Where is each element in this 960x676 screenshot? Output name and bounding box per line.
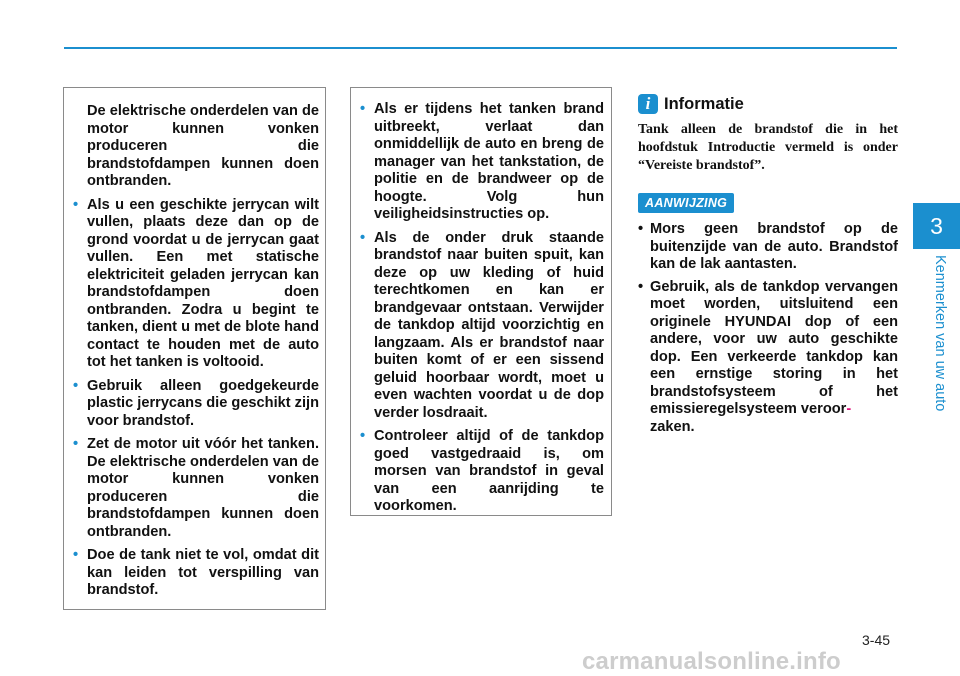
list-item: • Doe de tank niet te vol, omdat dit kan leiden tot verspilling van brandstof.: [73, 547, 319, 598]
bullet-icon: •: [360, 428, 366, 444]
warning-list-middle: [360, 101, 604, 516]
list-item: • Controleer altijd of de tankdop goed vastgedraaid is, om morsen van brandstof in geval van een aanrijding te voorkomen.: [360, 428, 604, 514]
warning-intro: De elektrische onderdelen van de motor kunnen vonken produceren die brandstofdampen kunnen doen ontbranden.: [87, 103, 319, 189]
warning-content-middle: [360, 101, 604, 516]
warning-content-left: [73, 103, 319, 600]
chapter-number-tab: 3: [913, 203, 960, 249]
top-rule: [64, 47, 897, 49]
info-heading: [638, 94, 744, 114]
info-icon: i: [638, 94, 658, 114]
bullet-icon: •: [73, 377, 79, 394]
list-item: • Mors geen brandstof op de buitenzijde van de auto. Brandstof kan de lak aantasten.: [638, 221, 898, 272]
bullet-icon: •: [73, 436, 79, 452]
list-item: • Als u een geschikte jerrycan wilt vullen, plaats deze dan op de grond voordat u de jerrycan gaat vullen. Een met statische elektriciteit geladen jerrycan kan brandstofdampen doen ontbranden. Zodra u begint te tanken, dient u met de blote hand contact te houden met de auto tot het tanken is voltooid.: [73, 196, 319, 370]
notice-badge: AANWIJZING: [638, 193, 734, 213]
list-item: • Als er tijdens het tanken brand uitbreekt, verlaat dan onmiddellijk de auto en breng de manager van het tankstation, de politie en de brandweer op de hoogte. Volg hun veiligheidsinstructies op.: [360, 101, 604, 222]
bullet-icon: •: [638, 221, 644, 237]
info-text: Tank alleen de brandstof die in het hoofdstuk Introductie vermeld is onder “Vereiste brandstof”.: [638, 122, 898, 173]
page-number: 3-45: [862, 632, 891, 648]
last-word: zaken.: [650, 418, 695, 435]
hyphen-mark: -: [846, 401, 852, 417]
list-item: • Zet de motor uit vóór het tanken. De elektrische onderdelen van de motor kunnen vonken produceren die brandstofdampen kunnen doen ontbranden.: [73, 436, 319, 540]
watermark: carmanualsonline.info: [582, 648, 841, 675]
chapter-title: Kenmerken van uw auto: [932, 255, 948, 412]
bullet-icon: •: [638, 278, 644, 295]
list-item: • Als de onder druk staande brandstof naar buiten spuit, kan deze op uw kleding of huid terechtkomen en kan er brandgevaar ontstaan. Verwijder de tankdop altijd voorzichtig en langzaam. Als er brandstof naar buiten komt of er een sissend geluid hoorbaar wordt, moet u even wachten voordat u de dop verder losdraait.: [360, 229, 604, 421]
info-title: Informatie: [664, 94, 744, 113]
list-item: • Gebruik alleen goedgekeurde plastic jerrycans die geschikt zijn voor brandstof.: [73, 377, 319, 429]
bullet-icon: •: [360, 101, 366, 117]
warning-list-left: [73, 197, 319, 600]
notice-content: [638, 221, 898, 436]
list-item: • Gebruik, als de tankdop vervangen moet worden, uitsluitend een originele HYUNDAI dop of een andere, voor uw auto geschikte dop. Een verkeerde tankdop kan een ernstige storing in het brandstofsysteem of het emissieregelsysteem veroor- zaken.: [638, 278, 898, 435]
bullet-icon: •: [360, 229, 366, 246]
notice-list: [638, 221, 898, 436]
bullet-icon: •: [73, 547, 79, 563]
bullet-icon: •: [73, 196, 79, 213]
